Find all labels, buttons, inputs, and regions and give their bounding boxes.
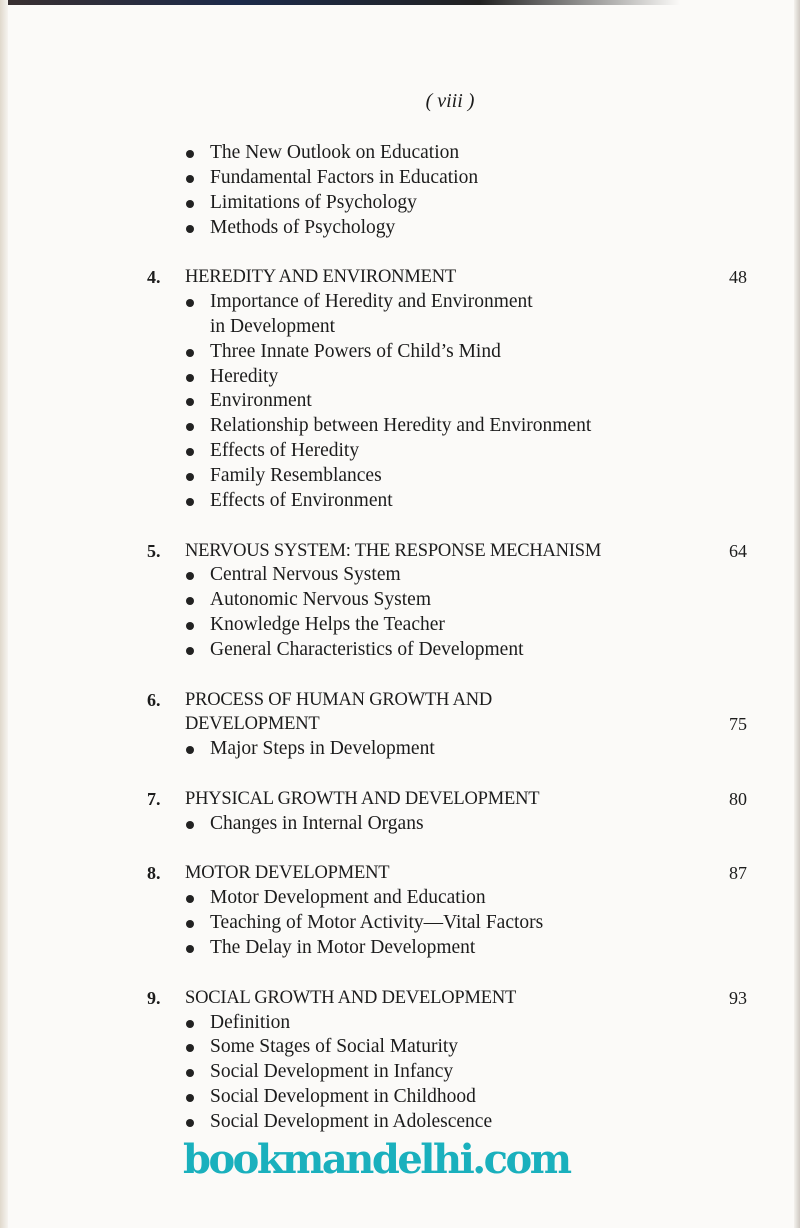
toc-section: [0, 240, 800, 513]
topic-item: [0, 191, 800, 216]
topic-text: Some Stages of Social Maturity: [210, 1036, 459, 1058]
topic-text: Social Development in Childhood: [210, 1086, 476, 1108]
topic-item: [0, 588, 800, 613]
topic-item: [0, 389, 800, 414]
bullet-icon: [186, 299, 194, 307]
topic-item: [0, 812, 800, 837]
bullet-icon: [186, 647, 194, 655]
chapter-number: 7.: [147, 788, 161, 809]
topic-text: Knowledge Helps the Teacher: [210, 614, 445, 636]
bullet-icon: [186, 597, 194, 605]
chapter-heading-line: [0, 539, 800, 564]
bullet-icon: [186, 374, 194, 382]
chapter-title: DEVELOPMENT: [185, 714, 320, 735]
topic-item: [0, 613, 800, 638]
bullet-icon: [186, 1094, 194, 1102]
chapter-page-number: 64: [729, 540, 747, 561]
topic-item: [0, 1011, 800, 1036]
topic-text: Motor Development and Education: [210, 887, 486, 909]
topic-item: [0, 365, 800, 390]
chapter-heading-line: [0, 688, 800, 713]
bullet-icon: [186, 1119, 194, 1127]
topic-text: in Development: [210, 315, 336, 337]
topic-text: The Delay in Motor Development: [210, 937, 476, 958]
topic-text: Importance of Heredity and Environment: [210, 291, 533, 313]
topic-item: [0, 464, 800, 489]
chapter-page-number: 48: [729, 267, 747, 288]
topic-text: Effects of Environment: [210, 489, 393, 511]
topic-text: Changes in Internal Organs: [210, 812, 424, 834]
toc-section: [0, 961, 800, 1135]
section-spacer: [0, 837, 800, 862]
topic-text: Environment: [210, 390, 312, 412]
bullet-icon: [186, 1020, 194, 1028]
watermark: bookmandelhi.com: [183, 1136, 570, 1183]
toc-section: [0, 663, 800, 762]
page-number: ( viii ): [425, 90, 475, 112]
topic-text: Relationship between Heredity and Environment: [210, 415, 592, 437]
bullet-icon: [186, 349, 194, 357]
topic-item: [0, 936, 800, 961]
topic-item: [0, 1060, 800, 1085]
topic-text: Methods of Psychology: [210, 216, 396, 238]
topic-item: [0, 886, 800, 911]
topic-item: [0, 489, 800, 514]
topic-item: [0, 141, 800, 166]
topic-text: Definition: [210, 1011, 291, 1033]
topic-text: The New Outlook on Education: [210, 142, 460, 163]
chapter-number: 4.: [147, 267, 161, 288]
bullet-icon: [186, 225, 194, 233]
chapter-page-number: 75: [729, 714, 747, 735]
bullet-icon: [186, 895, 194, 903]
topic-text: Central Nervous System: [210, 564, 401, 586]
section-spacer: [0, 240, 800, 265]
table-of-contents: [0, 141, 800, 1135]
toc-section: [0, 514, 800, 663]
bullet-icon: [186, 423, 194, 431]
bullet-icon: [186, 175, 194, 183]
bullet-icon: [186, 150, 194, 158]
topic-item: [0, 638, 800, 663]
topic-text: Effects of Heredity: [210, 440, 360, 462]
topic-text: Social Development in Infancy: [210, 1061, 454, 1083]
scan-top-edge: [0, 0, 800, 5]
topic-item: [0, 1085, 800, 1110]
topic-text: Autonomic Nervous System: [210, 589, 431, 611]
topic-text: Heredity: [210, 365, 279, 387]
bullet-icon: [186, 821, 194, 829]
topic-text: Family Resemblances: [210, 464, 382, 486]
chapter-title: HEREDITY AND ENVIRONMENT: [185, 267, 456, 288]
bullet-icon: [186, 448, 194, 456]
topic-text: Three Innate Powers of Child’s Mind: [210, 340, 501, 362]
chapter-title: PHYSICAL GROWTH AND DEVELOPMENT: [185, 788, 540, 809]
chapter-number: 8.: [147, 863, 161, 884]
topic-item: [0, 1110, 800, 1135]
topic-item: [0, 1035, 800, 1060]
topic-item: [0, 166, 800, 191]
chapter-page-number: 87: [729, 863, 747, 884]
bullet-icon: [186, 200, 194, 208]
topic-text: Social Development in Adolescence: [210, 1110, 493, 1132]
chapter-heading-line: [0, 787, 800, 812]
section-spacer: [0, 961, 800, 986]
topic-text: Major Steps in Development: [210, 738, 435, 760]
chapter-title: PROCESS OF HUMAN GROWTH AND: [185, 689, 493, 710]
topic-item: [0, 563, 800, 588]
toc-section: [0, 837, 800, 961]
section-spacer: [0, 762, 800, 787]
topic-text: Fundamental Factors in Education: [210, 166, 479, 188]
chapter-number: 6.: [147, 689, 161, 710]
chapter-title: NERVOUS SYSTEM: THE RESPONSE MECHANISM: [185, 540, 602, 561]
section-spacer: [0, 514, 800, 539]
chapter-heading-line: [0, 861, 800, 886]
topic-text: Limitations of Psychology: [210, 191, 417, 213]
chapter-number: 5.: [147, 540, 161, 561]
toc-section: [0, 762, 800, 837]
chapter-heading-line: [0, 265, 800, 290]
topic-item: [0, 216, 800, 241]
topic-text: Teaching of Motor Activity—Vital Factors: [210, 912, 544, 934]
topic-item: [0, 340, 800, 365]
section-spacer: [0, 663, 800, 688]
topic-text: General Characteristics of Development: [210, 638, 524, 660]
chapter-page-number: 93: [729, 987, 747, 1008]
bullet-icon: [186, 398, 194, 406]
chapter-heading-line: [0, 986, 800, 1011]
bullet-icon: [186, 1069, 194, 1077]
bullet-icon: [186, 622, 194, 630]
bullet-icon: [186, 1044, 194, 1052]
topic-item: [0, 439, 800, 464]
toc-section: [0, 141, 800, 240]
topic-item: [0, 290, 800, 315]
chapter-heading-line: [0, 712, 800, 737]
bullet-icon: [186, 945, 194, 953]
bullet-icon: [186, 920, 194, 928]
topic-item: [0, 911, 800, 936]
chapter-title: MOTOR DEVELOPMENT: [185, 863, 390, 884]
bullet-icon: [186, 498, 194, 506]
chapter-number: 9.: [147, 987, 161, 1008]
bullet-icon: [186, 572, 194, 580]
chapter-title: SOCIAL GROWTH AND DEVELOPMENT: [185, 987, 517, 1008]
topic-item: [0, 315, 800, 340]
topic-item: [0, 414, 800, 439]
chapter-page-number: 80: [729, 788, 747, 809]
bullet-icon: [186, 746, 194, 754]
topic-item: [0, 737, 800, 762]
bullet-icon: [186, 473, 194, 481]
